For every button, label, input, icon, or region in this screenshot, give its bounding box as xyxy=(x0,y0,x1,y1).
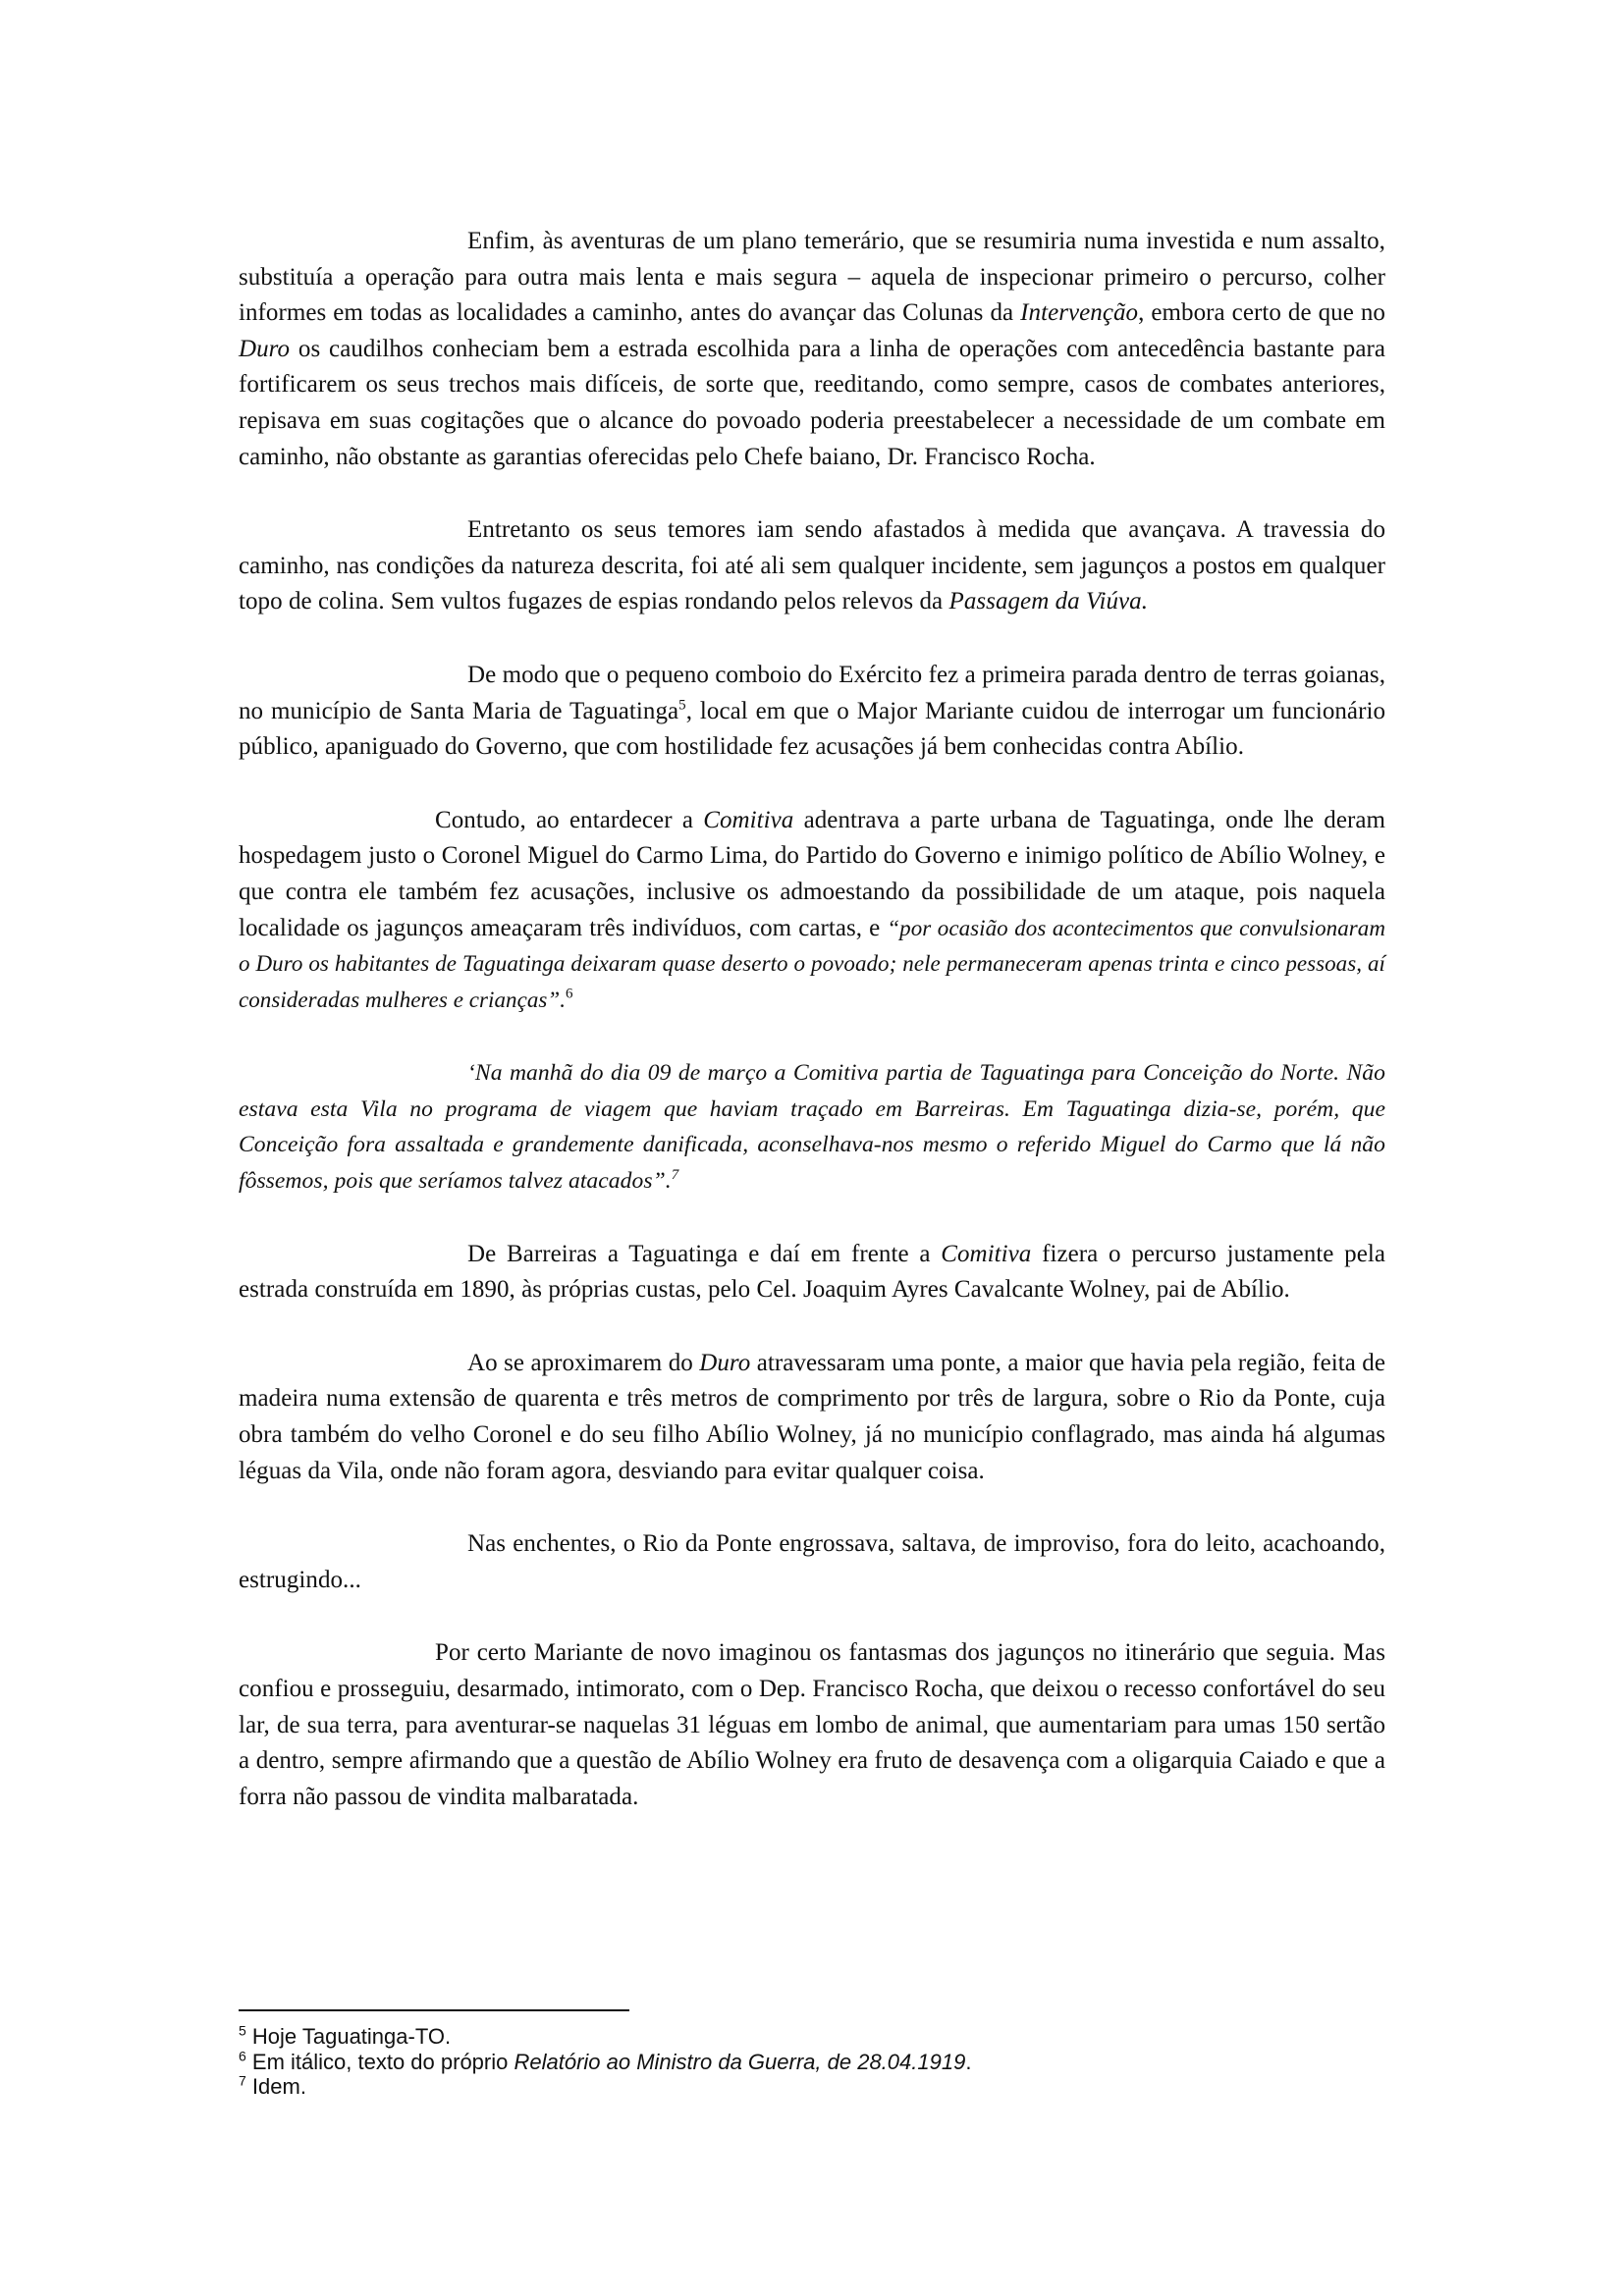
italic-quote: “por ocasião dos acontecimentos que convulsionaram o Duro os habitantes de Taguatinga deixaram quase deserto o povoado; nele permaneceram apenas trinta e cinco pessoas, aí consideradas mulheres e crianças”. xyxy=(239,915,1385,1012)
paragraph-1 xyxy=(239,224,1385,475)
italic-term: Duro xyxy=(699,1349,751,1376)
text-run: Entretanto os seus temores iam sendo afastados à medida que avançava. A travessia do caminho, nas condições da natureza descrita, foi até ali sem qualquer incidente, sem jagunços a postos em qualquer topo de colina. Sem vultos fugazes de espias rondando pelos relevos da xyxy=(239,516,1385,615)
text-run: Enfim, às aventuras de um plano temerário, que se resumiria numa investida e num assalto, substituía a operação para outra mais lenta e mais segura – aquela de inspecionar primeiro o percurso, colher informes em todas as localidades a caminho, antes do avançar das Colunas da xyxy=(239,228,1385,327)
text-run: fizera o percurso justamente pela estrada construída em 1890, às próprias custas, pelo Cel. Joaquim Ayres Cavalcante Wolney, pai de Abílio. xyxy=(239,1240,1385,1304)
footnote-ref: 7 xyxy=(671,1167,679,1184)
document-body xyxy=(239,224,1385,1852)
footnote-separator xyxy=(239,2009,629,2011)
footnotes xyxy=(239,2024,1385,2100)
paragraph-4 xyxy=(239,803,1385,1019)
italic-term: Intervenção xyxy=(1020,299,1139,327)
text-run: Por certo Mariante de novo imaginou os fantasmas dos jagunços no itinerário que seguia. Mas confiou e prosseguiu, desarmado, intimorato, com o Dep. Francisco Rocha, que deixou o recesso confortável do seu lar, de sua terra, para aventurar-se naquelas 31 léguas em lombo de animal, que aumentariam para umas 150 sertão a dentro, sempre afirmando que a questão de Abílio Wolney era fruto de desavença com a oligarquia Caiado e que a forra não passou de vindita malbaratada. xyxy=(239,1639,1385,1810)
text-run: Nas enchentes, o Rio da Ponte engrossava, saltava, de improviso, fora do leito, acachoando, estrugindo... xyxy=(239,1530,1385,1593)
footnote-7 xyxy=(239,2074,1385,2100)
text-run: De Barreiras a Taguatinga e daí em frente a xyxy=(467,1240,942,1267)
text-run: Contudo, ao entardecer a xyxy=(435,806,704,833)
italic-term: Duro xyxy=(239,335,291,362)
paragraph-6 xyxy=(239,1237,1385,1308)
footnote-5 xyxy=(239,2024,1385,2050)
footnote-ref: 5 xyxy=(678,697,686,714)
paragraph-7 xyxy=(239,1346,1385,1489)
paragraph-8 xyxy=(239,1526,1385,1598)
footnote-number: 5 xyxy=(239,2022,246,2039)
footnote-number: 6 xyxy=(239,2048,246,2064)
footnote-text: Idem. xyxy=(245,2074,306,2099)
footnote-ref: 6 xyxy=(566,986,573,1002)
text-run: atravessaram uma ponte, a maior que havia pela região, feita de madeira numa extensão de quarenta e três metros de comprimento por três de largura, sobre o Rio da Ponte, cuja obra também do velho Coronel e do seu filho Abílio Wolney, já no município conflagrado, mas ainda há algumas léguas da Vila, onde não foram agora, desviando para evitar qualquer coisa. xyxy=(239,1349,1385,1484)
paragraph-2 xyxy=(239,512,1385,620)
footnote-6 xyxy=(239,2050,1385,2075)
text-run: , embora certo de que no xyxy=(1138,299,1385,327)
footnote-text: Hoje Taguatinga-TO. xyxy=(245,2024,452,2049)
text-run: adentrava a parte urbana de Taguatinga, onde lhe deram hospedagem justo o Coronel Miguel do Carmo Lima, do Partido do Governo e inimigo político de Abílio Wolney, e que contra ele também fez acusações, inclusive os admoestando da possibilidade de um ataque, pois naquela localidade os jagunços ameaçaram três indivíduos, com cartas, e xyxy=(239,806,1386,941)
italic-term: Comitiva xyxy=(703,806,794,833)
footnote-text: Em itálico, texto do próprio xyxy=(245,2049,514,2074)
text-run: os caudilhos conheciam bem a estrada escolhida para a linha de operações com antecedência bastante para fortificarem os seus trechos mais difíceis, de sorte que, reeditando, como sempre, casos de combates anteriores, repisava em suas cogitações que o alcance do povoado poderia preestabelecer a necessidade de um combate em caminho, não obstante as garantias oferecidas pelo Chefe baiano, Dr. Francisco Rocha. xyxy=(239,335,1385,470)
footnote-italic-title: Relatório ao Ministro da Guerra, de 28.04.1919 xyxy=(514,2049,966,2074)
paragraph-5-quote xyxy=(239,1055,1385,1199)
italic-term: Comitiva xyxy=(941,1240,1032,1267)
text-run: De modo que o pequeno comboio do Exército fez a primeira parada dentro de terras goianas, no município de Santa Maria de Taguatinga xyxy=(239,661,1385,724)
footnote-number: 7 xyxy=(239,2072,246,2089)
text-run: Ao se aproximarem do xyxy=(467,1349,700,1376)
italic-term: Passagem da Viúva. xyxy=(948,588,1149,615)
footnote-text: . xyxy=(965,2049,972,2074)
paragraph-3 xyxy=(239,658,1385,766)
paragraph-9 xyxy=(239,1635,1385,1815)
text-run: ‘Na manhã do dia 09 de março a Comitiva partia de Taguatinga para Conceição do Norte. Não estava esta Vila no programa de viagem que haviam traçado em Barreiras. Em Taguatinga dizia-se, porém, que Conceição fora assaltada e grandemente danificada, aconselhava-nos mesmo o referido Miguel do Carmo que lá não fôssemos, pois que seríamos talvez atacados”. xyxy=(239,1060,1385,1195)
text-run: , local em que o Major Mariante cuidou de interrogar um funcionário público, apaniguado do Governo, que com hostilidade fez acusações já bem conhecidas contra Abílio. xyxy=(239,697,1385,761)
